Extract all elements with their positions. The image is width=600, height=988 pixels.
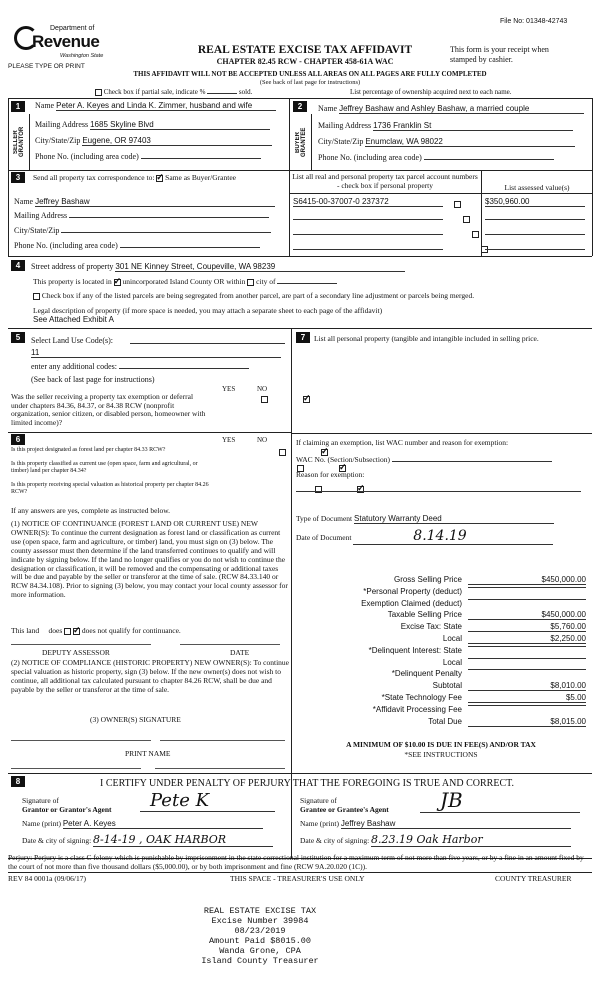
buyer-name-field[interactable]: Jeffrey Bashaw and Ashley Bashaw, a married couple xyxy=(339,104,584,114)
seller-city-field[interactable]: Eugene, OR 97403 xyxy=(82,136,272,146)
treasurer-stamp xyxy=(170,906,350,966)
print-name-label: PRINT NAME xyxy=(125,749,171,758)
buyer-phone-field[interactable] xyxy=(424,159,554,160)
legal-label: Legal description of property (if more space is needed, you may attach a separate sheet to each page of the affidavit) xyxy=(33,306,383,315)
seller-mail-field[interactable]: 1685 Skyline Blvd xyxy=(90,120,270,130)
grantee-name-row xyxy=(300,819,571,829)
send-correspondence-label: Send all property tax correspondence to: xyxy=(33,173,155,182)
logo-revenue-text: Revenue xyxy=(32,32,100,51)
corr-mail-label: Mailing Address xyxy=(14,211,68,220)
county-treasurer-label: COUNTY TREASURER xyxy=(495,874,572,883)
segregated-checkbox[interactable] xyxy=(33,293,40,300)
please-type-note: PLEASE TYPE OR PRINT xyxy=(8,63,85,70)
send-correspondence-row xyxy=(33,173,236,182)
buyer-city-label: City/State/Zip xyxy=(318,137,364,146)
certify-statement: I CERTIFY UNDER PENALTY OF PERJURY THAT THE FOREGOING IS TRUE AND CORRECT. xyxy=(100,778,514,789)
does-not-qualify-checkbox[interactable] xyxy=(73,628,80,635)
same-as-buyer-label: Same as Buyer/Grantee xyxy=(165,173,236,182)
grantee-sig-label-b: Grantee or Grantee's Agent xyxy=(300,805,389,814)
stamp-line-5: Wanda Grone, CPA xyxy=(219,946,301,956)
continuance-row xyxy=(11,626,181,635)
grantee-signature[interactable]: JB xyxy=(420,788,580,813)
seller-vertical-label: SELLER GRANTOR xyxy=(13,126,25,158)
unincorporated-label: unincorporated Island County OR within xyxy=(122,277,246,286)
buyer-city-field[interactable]: Enumclaw, WA 98022 xyxy=(365,137,575,147)
buyer-phone-label: Phone No. (including area code) xyxy=(318,153,422,162)
corr-mail-row xyxy=(14,211,286,220)
parcel-3-personal-checkbox[interactable] xyxy=(472,231,479,238)
stamp-line-3: 08/23/2019 xyxy=(234,926,286,936)
grantor-name-field[interactable]: Peter A. Keyes xyxy=(63,819,263,829)
see-instructions-note: *SEE INSTRUCTIONS xyxy=(404,750,478,759)
tax-row-label: *State Technology Fee xyxy=(381,693,462,702)
legal-field[interactable]: See Attached Exhibit A xyxy=(33,315,114,324)
perjury-statement: Perjury: Perjury is a class C felony which is punishable by imprisonment in the state correctional institution for a maximum term of not more than five years, or by a fine in an amount fixed by the court of not more than five thousand dollars ($5,000.00), or by both imprisonment and fine (RCW 9A.20.020 (1C)). xyxy=(8,853,584,871)
corr-mail-field[interactable] xyxy=(69,217,269,218)
tax-row-value[interactable]: $450,000.00 xyxy=(468,610,586,620)
grantor-date-row xyxy=(22,833,273,847)
assessor-date-label: DATE xyxy=(230,648,250,657)
segregated-label: Check box if any of the listed parcels are being segregated from another parcel, are part of a secondary line adjustment or parcels being merged. xyxy=(41,291,475,300)
section-5-number: 5 xyxy=(11,332,25,343)
file-number: File No: 01348-42743 xyxy=(500,18,568,25)
form-title: REAL ESTATE EXCISE TAX AFFIDAVIT xyxy=(197,44,413,56)
tax-row-value[interactable]: $2,250.00 xyxy=(468,634,586,644)
does-label: does xyxy=(48,626,63,635)
reason-field[interactable] xyxy=(296,491,581,492)
city-of-field[interactable] xyxy=(277,283,337,284)
located-row xyxy=(33,277,337,286)
corr-city-label: City/State/Zip xyxy=(14,226,60,235)
owner-signature-label: (3) OWNER(S) SIGNATURE xyxy=(90,715,181,724)
if-yes-note: If any answers are yes, complete as instructed below. xyxy=(11,506,171,515)
corr-phone-row xyxy=(14,241,286,250)
grantee-date-row xyxy=(300,833,571,847)
tax-row-label: Total Due xyxy=(428,716,462,726)
parcel-2-personal-checkbox[interactable] xyxy=(463,216,470,223)
doc-type-field[interactable]: Statutory Warranty Deed xyxy=(354,514,554,524)
section-1-number: 1 xyxy=(11,101,25,112)
partial-sold-label: sold. xyxy=(238,88,253,96)
buyer-mail-label: Mailing Address xyxy=(318,121,372,130)
s6-no-header: NO xyxy=(257,436,268,444)
parcel-1-personal-checkbox[interactable] xyxy=(454,201,461,208)
land-use-field[interactable]: 11 xyxy=(31,348,281,358)
ownership-note: List percentage of ownership acquired next to each name. xyxy=(350,88,512,96)
tax-row-label: *Affidavit Processing Fee xyxy=(372,704,462,714)
grantee-name-label: Name (print) xyxy=(300,819,339,828)
additional-codes-field[interactable] xyxy=(119,368,249,369)
grantor-sig-label-b: Grantor or Grantor's Agent xyxy=(22,805,112,814)
revision-number: REV 84 0001a (09/06/17) xyxy=(8,874,86,883)
tax-row-label: Local xyxy=(442,634,462,643)
historic-question: Is this property receiving special valuation as historical property per chapter 84.26 RCW? xyxy=(11,482,209,495)
exemption-question: Was the seller receiving a property tax exemption or deferral under chapters 84.36, 84.37, or 84.38 RCW (nonprofit organization, senior citizen, or disabled person, homeowner with limited income)? xyxy=(11,392,206,427)
s6-yes-header: YES xyxy=(222,436,236,444)
stamp-line-2: Excise Number 39984 xyxy=(211,916,309,926)
section-2-number: 2 xyxy=(293,101,307,112)
corr-city-field[interactable] xyxy=(61,232,271,233)
section-6-number: 6 xyxy=(11,434,25,445)
assessed-field-4[interactable] xyxy=(485,249,585,250)
deputy-assessor-label: DEPUTY ASSESSOR xyxy=(42,648,110,657)
corr-name-label: Name xyxy=(14,197,34,206)
forest-yes-checkbox[interactable] xyxy=(279,449,286,456)
additional-codes-row xyxy=(31,362,249,371)
tax-row-label: Local xyxy=(442,657,462,667)
grantee-sig-label-a: Signature of xyxy=(300,796,337,805)
tax-row-value[interactable] xyxy=(468,658,586,659)
same-as-buyer-checkbox[interactable] xyxy=(156,175,163,182)
tax-row-value[interactable]: $8,010.00 xyxy=(468,681,586,691)
minimum-fee-note: A MINIMUM OF $10.00 IS DUE IN FEE(S) AND/OR TAX xyxy=(346,740,536,749)
buyer-mail-row xyxy=(318,121,590,131)
seller-name-field[interactable]: Peter A. Keyes and Linda K. Zimmer, husband and wife xyxy=(56,101,276,111)
seller-city-row xyxy=(35,136,287,146)
buyer-phone-row xyxy=(318,153,590,162)
seller-phone-row xyxy=(35,152,287,161)
receipt-note: This form is your receipt when stamped by cashier. xyxy=(450,45,549,64)
buyer-name-row xyxy=(318,104,590,114)
buyer-mail-field[interactable]: 1736 Franklin St xyxy=(373,121,573,131)
doc-type-label: Type of Document xyxy=(296,514,353,523)
section-3-number: 3 xyxy=(11,172,25,183)
partial-pct-field[interactable] xyxy=(207,93,237,94)
seller-phone-field[interactable] xyxy=(141,158,261,159)
assessed-header: List assessed value(s) xyxy=(504,183,570,192)
city-of-checkbox[interactable] xyxy=(247,279,254,286)
street-field[interactable]: 301 NE Kinney Street, Coupeville, WA 98239 xyxy=(115,262,405,272)
corr-city-row xyxy=(14,226,286,235)
personal-property-label: List all personal property (tangible and intangible included in selling price. xyxy=(314,334,539,343)
doc-date-label: Date of Document xyxy=(296,533,352,542)
s5-no-header: NO xyxy=(257,385,268,393)
tax-row-value[interactable] xyxy=(468,587,586,588)
corr-phone-label: Phone No. (including area code) xyxy=(14,241,118,250)
exemption-claim-label: If claiming an exemption, list WAC number and reason for exemption: xyxy=(296,438,509,447)
seller-name-label: Name xyxy=(35,101,55,110)
exemption-no-checkbox[interactable] xyxy=(303,396,310,403)
tax-row-value[interactable] xyxy=(468,669,586,670)
seller-name-row xyxy=(35,101,287,111)
partial-sale-row xyxy=(95,88,252,96)
buyer-name-label: Name xyxy=(318,104,338,113)
buyer-vertical-label: BUYER GRANTEE xyxy=(295,127,307,157)
assessed-field-2[interactable] xyxy=(485,219,585,220)
grantor-sig-label xyxy=(22,796,112,814)
grantor-sig-label-a: Signature of xyxy=(22,796,59,805)
grantor-name-row xyxy=(22,819,263,829)
grantor-date-field[interactable]: 8-14-19 , OAK HARBOR xyxy=(93,833,273,847)
stamp-line-1: REAL ESTATE EXCISE TAX xyxy=(203,906,317,916)
parcel-field-4[interactable] xyxy=(293,249,443,250)
partial-sale-label: Check box if partial sale, indicate % xyxy=(103,88,206,96)
tax-row-value[interactable] xyxy=(468,599,586,600)
grantor-name-label: Name (print) xyxy=(22,819,61,828)
segregated-row xyxy=(33,291,474,300)
assessed-field-3[interactable] xyxy=(485,234,585,235)
stamp-line-4: Amount Paid $8015.00 xyxy=(208,936,312,946)
s5-yes-header: YES xyxy=(222,385,236,393)
unincorporated-checkbox[interactable] xyxy=(114,279,121,286)
dor-logo xyxy=(10,22,120,62)
tax-row-value[interactable]: $450,000.00 xyxy=(468,575,586,585)
tax-row-label: Exemption Claimed (deduct) xyxy=(361,598,462,608)
exemption-yes-checkbox[interactable] xyxy=(261,396,268,403)
assessed-field-1[interactable]: $350,960.00 xyxy=(485,197,585,207)
land-use-see-back: (See back of last page for instructions) xyxy=(31,375,155,384)
located-label: This property is located in xyxy=(33,277,112,286)
grantor-signature[interactable]: Pete K xyxy=(140,790,275,812)
street-label: Street address of property xyxy=(31,262,114,271)
seller-mail-row xyxy=(35,120,287,130)
wac-field[interactable] xyxy=(392,461,552,462)
grantee-sig-label xyxy=(300,796,389,814)
stamp-line-6: Island County Treasurer xyxy=(201,956,319,966)
tax-row-label: Gross Selling Price xyxy=(393,575,462,584)
section-4-number: 4 xyxy=(11,260,25,271)
tax-row-label: Excise Tax: State xyxy=(400,622,462,632)
notice-compliance: (2) NOTICE OF COMPLIANCE (HISTORIC PROPERTY) NEW OWNER(S): To continue special valuation as historic property, sign (3) below. If the new owner(s) does not wish to continue, all additional tax calculated pursuant to chapter 84.26 RCW, shall be due and payable by the seller or transferor at the time of sale. xyxy=(11,658,289,694)
grantee-date-label: Date & city of signing: xyxy=(300,836,370,845)
logo-dept-text: Department of xyxy=(50,25,95,32)
land-use-label: Select Land Use Code(s): xyxy=(31,336,113,345)
doc-date-row xyxy=(296,528,553,545)
parcel-field-1[interactable]: S6415-00-37007-0 237372 xyxy=(293,197,443,207)
see-back-note: (See back of last page for instructions) xyxy=(259,79,361,86)
notice-continuance: (1) NOTICE OF CONTINUANCE (FOREST LAND OR CURRENT USE) NEW OWNER(S): To continue the current designation as forest land or classification as current use (open space, farm and agriculture, or timber) land, you must sign on (3) below. The county assessor must then determine if the land transferred continues to qualify and will indicate by signing below. If the land no longer qualifies or you do not wish to continue the designation or classification, it will be removed and the compensating or additional taxes will be due and payable by the seller or transferor at the time of sale. (RCW 84.33.140 or RCW 84.34.108). Prior to signing (3) below, you may contact your local county assessor for more information. xyxy=(11,519,288,600)
parcel-field-3[interactable] xyxy=(293,234,443,235)
tax-row-value[interactable] xyxy=(468,646,586,647)
section-7-number: 7 xyxy=(296,332,310,343)
seller-mail-label: Mailing Address xyxy=(35,120,89,129)
street-row xyxy=(31,262,405,272)
section-8-number: 8 xyxy=(11,776,25,787)
grantee-date-field[interactable]: 8.23.19 Oak Harbor xyxy=(371,833,571,847)
grantor-date-label: Date & city of signing: xyxy=(22,836,92,845)
wac-row xyxy=(296,455,552,464)
wac-label: WAC No. (Section/Subsection) xyxy=(296,455,390,464)
tax-row-value[interactable] xyxy=(468,705,586,706)
grantee-name-field[interactable]: Jeffrey Bashaw xyxy=(341,819,571,829)
parcel-header: List all real and personal property tax parcel account numbers - check box if personal property xyxy=(292,172,478,190)
does-not-label: does not qualify for continuance. xyxy=(81,626,181,635)
tax-row-label: *Delinquent Interest: State xyxy=(368,645,462,655)
seller-city-label: City/State/Zip xyxy=(35,136,81,145)
corr-name-field[interactable]: Jeffrey Bashaw xyxy=(35,197,275,207)
tax-row-label: Subtotal xyxy=(432,681,462,691)
logo-state-text: Washington State xyxy=(60,53,104,59)
this-land-label: This land xyxy=(11,626,40,635)
form-chapter: CHAPTER 82.45 RCW - CHAPTER 458-61A WAC xyxy=(216,57,394,66)
partial-sale-checkbox[interactable] xyxy=(95,89,102,96)
reason-label: Reason for exemption: xyxy=(296,470,365,479)
seller-phone-label: Phone No. (including area code) xyxy=(35,152,139,161)
land-use-line xyxy=(130,343,285,344)
warning-text: THIS AFFIDAVIT WILL NOT BE ACCEPTED UNLESS ALL AREAS ON ALL PAGES ARE FULLY COMPLETED xyxy=(133,70,487,78)
tax-row-label: *Delinquent Penalty xyxy=(391,669,462,679)
logo-swoosh-icon xyxy=(14,26,38,50)
additional-codes-label: enter any additional codes: xyxy=(31,362,117,371)
forest-land-question: Is this project designated as forest land per chapter 84.33 RCW? xyxy=(11,447,166,453)
treasurer-space-label: THIS SPACE - TREASURER'S USE ONLY xyxy=(230,874,365,883)
tax-row-label: Taxable Selling Price xyxy=(387,610,462,620)
doc-type-row xyxy=(296,514,554,524)
corr-phone-field[interactable] xyxy=(120,247,260,248)
tax-row-label: *Personal Property (deduct) xyxy=(363,586,462,596)
current-use-question: Is this property classified as current use (open space, farm and agricultural, or timber) land per chapter 84.34? xyxy=(11,461,198,474)
does-qualify-checkbox[interactable] xyxy=(64,628,71,635)
buyer-city-row xyxy=(318,137,590,147)
tax-row-value[interactable]: $8,015.00 xyxy=(468,717,586,727)
tax-row-value[interactable]: $5,760.00 xyxy=(468,622,586,632)
doc-date-field[interactable]: 8.14.19 xyxy=(353,528,553,545)
tax-row-value[interactable]: $5.00 xyxy=(468,693,586,703)
city-of-label: city of xyxy=(256,277,276,286)
corr-name-row xyxy=(14,197,286,207)
parcel-field-2[interactable] xyxy=(293,219,443,220)
